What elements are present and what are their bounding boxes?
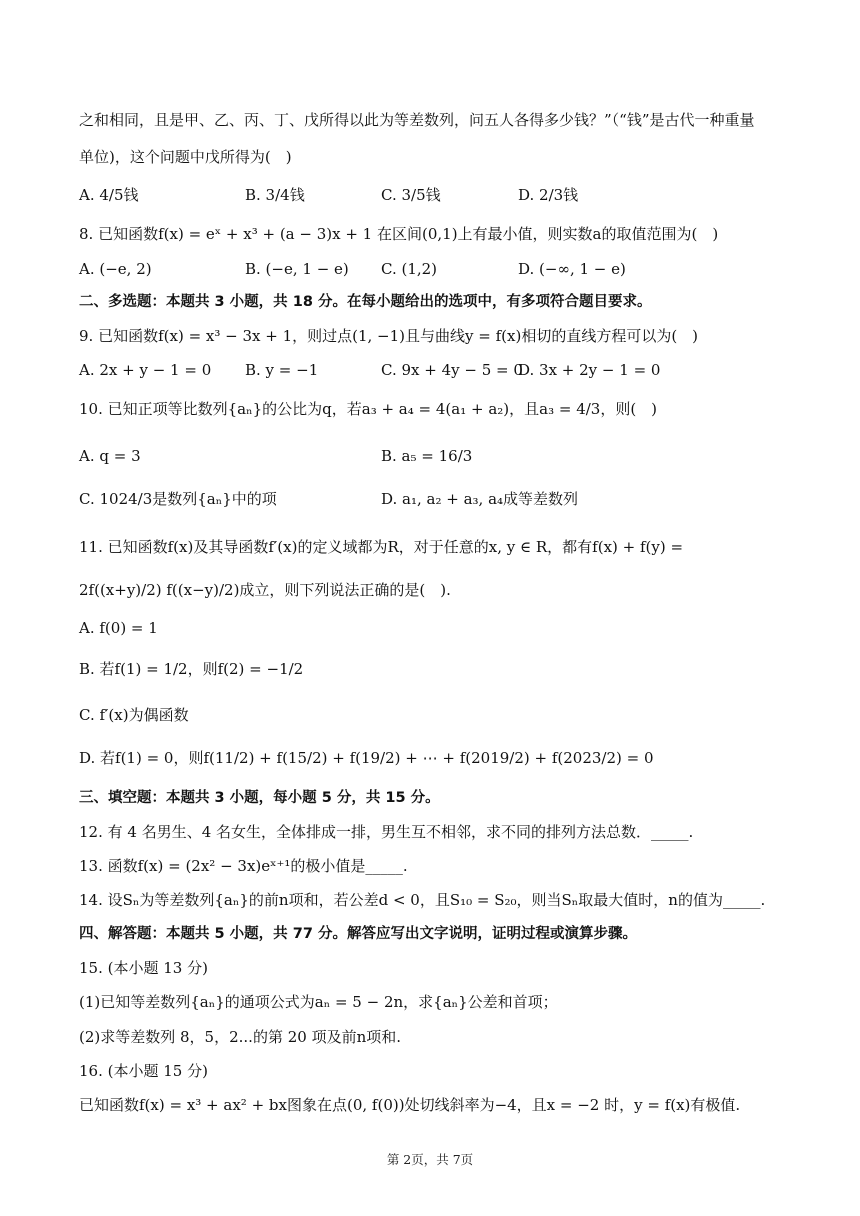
q8-option-b: B. (−e, 1 − e) <box>245 260 349 278</box>
q7-option-c: C. 3/5钱 <box>381 186 441 204</box>
q7-option-a: A. 4/5钱 <box>79 186 139 204</box>
q7-continuation-line2: 单位)，这个问题中戊所得为( ) <box>79 148 292 166</box>
q9-option-b: B. y = −1 <box>245 361 319 379</box>
q7-option-b: B. 3/4钱 <box>245 186 305 204</box>
q12-text: 12. 有 4 名男生、4 名女生，全体排成一排，男生互不相邻，求不同的排列方法总数．_____. <box>79 823 694 841</box>
q15-part1: (1)已知等差数列{aₙ}的通项公式为aₙ = 5 − 2n，求{aₙ}公差和首项； <box>79 993 558 1011</box>
q9-stem: 9. 已知函数f(x) = x³ − 3x + 1，则过点(1, −1)且与曲线y = f(x)相切的直线方程可以为( ) <box>79 327 699 345</box>
q10-option-c: C. 1024/3是数列{aₙ}中的项 <box>79 490 277 508</box>
q11-option-c: C. f′(x)为偶函数 <box>79 706 189 724</box>
q9-option-d: D. 3x + 2y − 1 = 0 <box>518 361 661 379</box>
q10-stem: 10. 已知正项等比数列{aₙ}的公比为q，若a₃ + a₄ = 4(a₁ + a₂)，且a₃ = 4/3，则( ) <box>79 400 658 418</box>
q16-heading: 16. (本小题 15 分) <box>79 1062 208 1080</box>
q11-stem-line1: 11. 已知函数f(x)及其导函数f′(x)的定义域都为R，对于任意的x, y ∈ R，都有f(x) + f(y) = <box>79 538 684 556</box>
q10-option-d: D. a₁, a₂ + a₃, a₄成等差数列 <box>381 490 579 508</box>
q15-part2: (2)求等差数列 8，5，2...的第 20 项及前n项和. <box>79 1028 402 1046</box>
q7-option-d: D. 2/3钱 <box>518 186 579 204</box>
q14-text: 14. 设Sₙ为等差数列{aₙ}的前n项和，若公差d < 0，且S₁₀ = S₂₀，则当Sₙ取最大值时，n的值为_____. <box>79 891 766 909</box>
q8-stem: 8. 已知函数f(x) = eˣ + x³ + (a − 3)x + 1 在区间(0,1)上有最小值，则实数a的取值范围为( ) <box>79 225 719 243</box>
q11-option-d: D. 若f(1) = 0，则f(11/2) + f(15/2) + f(19/2) + ⋯ + f(2019/2) + f(2023/2) = 0 <box>79 749 654 767</box>
q16-stem: 已知函数f(x) = x³ + ax² + bx图象在点(0, f(0))处切线斜率为−4，且x = −2 时，y = f(x)有极值. <box>79 1096 741 1114</box>
section-answer-heading: 四、解答题：本题共 5 小题，共 77 分。解答应写出文字说明，证明过程或演算步骤。 <box>79 926 637 942</box>
q8-option-c: C. (1,2) <box>381 260 438 278</box>
q15-heading: 15. (本小题 13 分) <box>79 959 208 977</box>
q7-continuation-line1: 之和相同，且是甲、乙、丙、丁、戊所得以此为等差数列，问五人各得多少钱？”（“钱”是古代一种重量 <box>79 111 755 129</box>
section-fill-in-heading: 三、填空题：本题共 3 小题，每小题 5 分，共 15 分。 <box>79 790 440 806</box>
section-multiple-choice-heading: 二、多选题：本题共 3 小题，共 18 分。在每小题给出的选项中，有多项符合题目要求。 <box>79 294 652 310</box>
q11-stem-line2: 2f((x+y)/2) f((x−y)/2)成立，则下列说法正确的是( ). <box>79 581 451 599</box>
q8-option-d: D. (−∞, 1 − e) <box>518 260 626 278</box>
q9-option-a: A. 2x + y − 1 = 0 <box>79 361 212 379</box>
q10-option-b: B. a₅ = 16/3 <box>381 447 473 465</box>
q9-option-c: C. 9x + 4y − 5 = 0 <box>381 361 523 379</box>
q13-text: 13. 函数f(x) = (2x² − 3x)eˣ⁺¹的极小值是_____. <box>79 857 408 875</box>
q11-option-a: A. f(0) = 1 <box>79 619 158 637</box>
q10-option-a: A. q = 3 <box>79 447 141 465</box>
page-footer: 第 2页，共 7页 <box>386 1152 474 1167</box>
q11-option-b: B. 若f(1) = 1/2，则f(2) = −1/2 <box>79 660 304 678</box>
q8-option-a: A. (−e, 2) <box>79 260 152 278</box>
